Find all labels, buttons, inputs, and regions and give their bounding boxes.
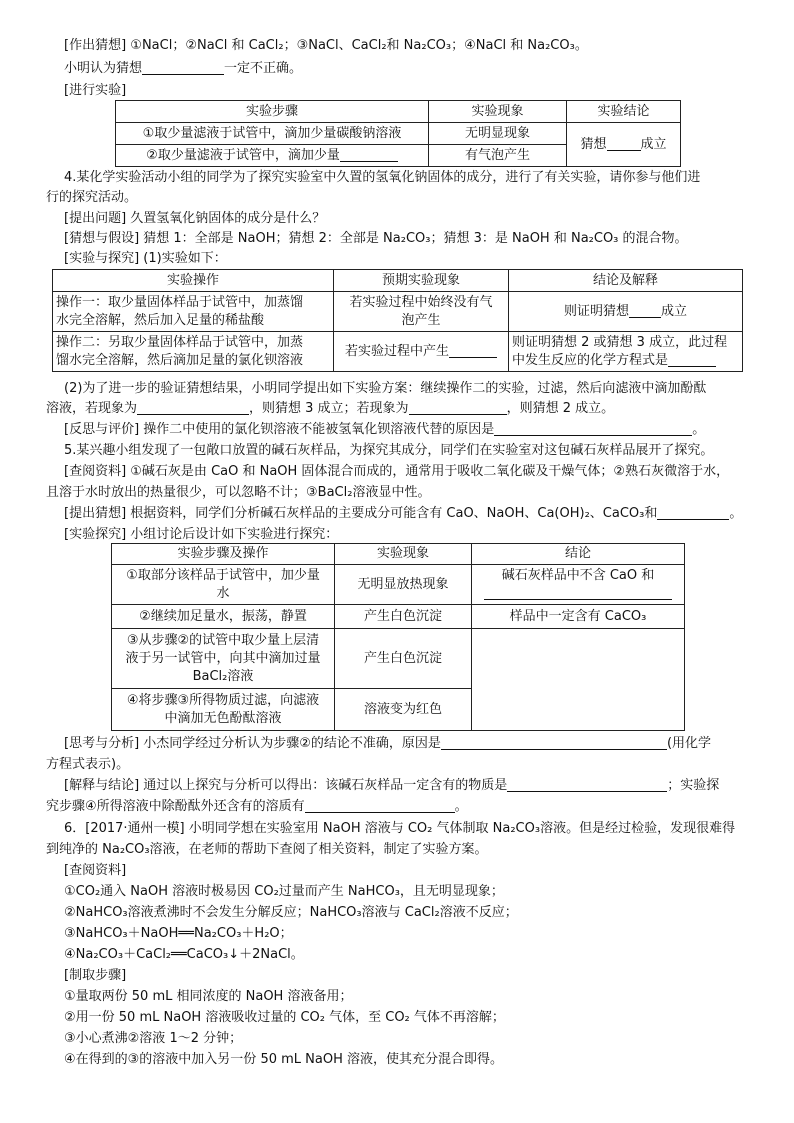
- guess-text: 。: [729, 506, 743, 521]
- q5-guess: [64, 505, 742, 523]
- answer-blank[interactable]: [137, 400, 249, 415]
- q4-hypothesis: [猜想与假设] 猜想 1：全部是 NaOH；猜想 2：全部是 Na₂CO₃；猜想 3：是 NaOH 和 Na₂CO₃ 的混合物。: [64, 231, 688, 246]
- q4-intro-2: 行的探究活动。: [46, 190, 138, 205]
- phenomenon-text: 泡产生: [401, 312, 441, 328]
- q4-reflect: [64, 421, 705, 439]
- answer-blank[interactable]: [449, 343, 497, 358]
- step-text: 中滴加无色酚酞溶液: [164, 710, 282, 726]
- table-cell: 溶液变为红色: [335, 689, 472, 731]
- p2-text: 溶液，若现象为: [46, 401, 138, 416]
- step-text: 水: [216, 585, 230, 601]
- table-cell: 产生白色沉淀: [335, 629, 472, 689]
- table-cell: [472, 565, 685, 605]
- q5-explore: [实验探究] 小组讨论后设计如下实验进行探究：: [64, 527, 339, 542]
- q6-intro-1: 6．[2017·通州一模] 小明同学想在实验室用 NaOH 溶液与 CO₂ 气体制取 Na₂CO₃溶液。但是经过检验，发现很难得: [64, 821, 736, 836]
- op-text: 操作二：另取少量固体样品于试管中，加蒸: [56, 334, 304, 350]
- step-text: BaCl₂溶液: [192, 668, 254, 684]
- reflect-text: [反思与评价] 操作二中使用的氯化钡溶液不能被氢氧化钡溶液代替的原因是: [64, 422, 495, 437]
- conclusion-text: 中发生反应的化学方程式是: [512, 352, 669, 368]
- q6-info-item: ①CO₂通入 NaOH 溶液时极易因 CO₂过量而产生 NaHCO₃，且无明显现象；: [64, 884, 504, 899]
- phenomenon-text: 若实验过程中产生: [344, 343, 449, 359]
- table-header: 预期实验现象: [334, 270, 509, 292]
- conclusion-text: 则证明猜想: [563, 303, 629, 319]
- table-cell: 有气泡产生: [429, 145, 567, 167]
- table-cell: ①取少量滤液于试管中，滴加少量碳酸钠溶液: [116, 123, 429, 145]
- conclusion-text: 。: [454, 799, 468, 814]
- think-text: [思考与分析] 小杰同学经过分析认为步骤②的结论不准确，原因是: [64, 736, 441, 751]
- table-header: 实验步骤及操作: [112, 544, 335, 565]
- q4-p2-1: (2)为了进一步的验证猜想结果，小明同学提出如下实验方案：继续操作二的实验，过滤，然后向滤液中滴加酚酞: [64, 381, 707, 396]
- q5-think: [64, 735, 711, 753]
- table-cell: [509, 332, 743, 372]
- answer-blank[interactable]: [305, 798, 455, 813]
- answer-blank[interactable]: [668, 352, 716, 367]
- table-header: 实验步骤: [116, 101, 429, 123]
- table-header: 实验现象: [429, 101, 567, 123]
- conclusion-text: 则证明猜想 2 或猜想 3 成立，此过程: [512, 334, 728, 350]
- q4-table: [52, 269, 743, 372]
- q5-intro: 5.某兴趣小组发现了一包敞口放置的碱石灰样品，为探究其成分，同学们在实验室对这包碱石灰样品展开了探究。: [64, 443, 714, 458]
- ming-text-b: 一定不正确。: [224, 61, 303, 76]
- q6-step-item: ①量取两份 50 mL 相同浓度的 NaOH 溶液备用；: [64, 989, 353, 1004]
- table-cell: [472, 629, 685, 731]
- answer-blank[interactable]: [657, 505, 729, 520]
- step-text: ①取部分该样品于试管中，加少量: [126, 567, 320, 583]
- op-text: 水完全溶解，然后加入足量的稀盐酸: [56, 312, 265, 328]
- q6-intro-2: 到纯净的 Na₂CO₃溶液，在老师的帮助下查阅了相关资料，制定了实验方案。: [46, 842, 488, 857]
- q5-table: [111, 543, 685, 731]
- table-cell: [334, 292, 509, 332]
- table-cell: 样品中一定含有 CaCO₃: [472, 605, 685, 629]
- q6-info-item: ③NaHCO₃＋NaOH══Na₂CO₃＋H₂O；: [64, 926, 293, 941]
- q6-info-item: ④Na₂CO₃＋CaCl₂══CaCO₃↓＋2NaCl。: [64, 947, 304, 962]
- q6-step-item: ②用一份 50 mL NaOH 溶液吸收过量的 CO₂ 气体，至 CO₂ 气体不再溶解；: [64, 1010, 505, 1025]
- part3-table: [115, 100, 681, 167]
- step-text: ④将步骤③所得物质过滤，向滤液: [126, 692, 320, 708]
- q5-conclusion: [64, 777, 719, 795]
- q5-conclusion-2: [46, 798, 468, 816]
- result-text: 碱石灰样品中不含 CaO 和: [501, 567, 655, 583]
- q5-info-2: 且溶于水时放出的热量很少，可以忽略不计；③BaCl₂溶液显中性。: [46, 485, 431, 500]
- q6-info-label: [查阅资料]: [64, 863, 127, 878]
- table-header: 结论及解释: [509, 270, 743, 292]
- exp-label: [进行实验]: [64, 83, 127, 98]
- answer-blank[interactable]: [340, 147, 398, 162]
- q6-info-item: ②NaHCO₃溶液煮沸时不会发生分解反应；NaHCO₃溶液与 CaCl₂溶液不反应；: [64, 905, 518, 920]
- table-cell: 无明显现象: [429, 123, 567, 145]
- q6-steps-label: [制取步骤]: [64, 968, 127, 983]
- ming-line: [64, 60, 302, 78]
- table-cell: ②继续加足量水，振荡，静置: [112, 605, 335, 629]
- table-cell: 无明显放热现象: [335, 565, 472, 605]
- guess-text: ①NaCl；②NaCl 和 CaCl₂；③NaCl、CaCl₂和 Na₂CO₃；④NaCl 和 Na₂CO₃。: [130, 38, 588, 53]
- table-header: 实验结论: [567, 101, 681, 123]
- q6-step-item: ③小心煮沸②溶液 1～2 分钟；: [64, 1031, 243, 1046]
- conclusion-text: 成立: [661, 303, 688, 319]
- q6-step-item: ④在得到的③的溶液中加入另一份 50 mL NaOH 溶液，使其充分混合即得。: [64, 1052, 503, 1067]
- table-cell: [112, 565, 335, 605]
- table-cell: [112, 689, 335, 731]
- table-header: 实验现象: [335, 544, 472, 565]
- answer-blank[interactable]: [484, 585, 672, 600]
- q4-intro-1: 4.某化学实验活动小组的同学为了探究实验室中久置的氢氧化钠固体的成分，进行了有关实验，请你参与他们进: [64, 170, 701, 185]
- step-text: 液于另一试管中，向其中滴加过量: [125, 650, 321, 666]
- conclusion-text: 究步骤④所得溶液中除酚酞外还含有的溶质有: [46, 799, 305, 814]
- conclusion-text: ；实验探: [667, 778, 720, 793]
- guess-line: [64, 37, 588, 55]
- table-cell: [116, 145, 429, 167]
- answer-blank[interactable]: [507, 777, 667, 792]
- q5-think-2: 方程式表示)。: [46, 757, 130, 772]
- phenomenon-text: 若实验过程中始终没有气: [349, 294, 493, 310]
- answer-blank[interactable]: [494, 421, 692, 436]
- answer-blank[interactable]: [409, 400, 507, 415]
- conclusion-text: 成立: [640, 136, 667, 152]
- answer-blank[interactable]: [629, 303, 661, 318]
- step-text: ②取少量滤液于试管中，滴加少量: [146, 147, 340, 163]
- p2-text: ，则猜想 3 成立；若现象为: [249, 401, 409, 416]
- ming-text-a: 小明认为猜想: [64, 61, 143, 76]
- guess-text: [提出猜想] 根据资料，同学们分析碱石灰样品的主要成分可能含有 CaO、NaOH、Ca(OH)₂、CaCO₃和: [64, 506, 658, 521]
- table-cell: 产生白色沉淀: [335, 605, 472, 629]
- op-text: 馏水完全溶解，然后滴加足量的氯化钡溶液: [56, 352, 304, 368]
- think-text: (用化学: [666, 736, 712, 751]
- answer-blank[interactable]: [142, 60, 224, 75]
- answer-blank[interactable]: [441, 735, 667, 750]
- op-text: 操作一：取少量固体样品于试管中，加蒸馏: [56, 294, 304, 310]
- table-cell: [334, 332, 509, 372]
- table-header: 实验操作: [53, 270, 334, 292]
- q5-info-1: [查阅资料] ①碱石灰是由 CaO 和 NaOH 固体混合而成的，通常用于吸收二氧化碳及干燥气体；②熟石灰微溶于水，: [64, 464, 730, 479]
- q4-question: [提出问题] 久置氢氧化钠固体的成分是什么？: [64, 211, 326, 226]
- conclusion-text: 猜想: [580, 136, 607, 152]
- conclusion-cell: [567, 123, 681, 167]
- table-cell: [509, 292, 743, 332]
- guess-label: [作出猜想]: [64, 38, 127, 53]
- step-text: ③从步骤②的试管中取少量上层清: [126, 632, 320, 648]
- reflect-text: 。: [692, 422, 706, 437]
- table-cell: [112, 629, 335, 689]
- table-cell: [53, 332, 334, 372]
- q4-explore: [实验与探究] (1)实验如下：: [64, 251, 227, 266]
- answer-blank[interactable]: [607, 136, 641, 151]
- conclusion-text: [解释与结论] 通过以上探究与分析可以得出：该碱石灰样品一定含有的物质是: [64, 778, 508, 793]
- p2-text: ，则猜想 2 成立。: [506, 401, 615, 416]
- q4-p2-2: [46, 400, 614, 418]
- table-header: 结论: [472, 544, 685, 565]
- table-cell: [53, 292, 334, 332]
